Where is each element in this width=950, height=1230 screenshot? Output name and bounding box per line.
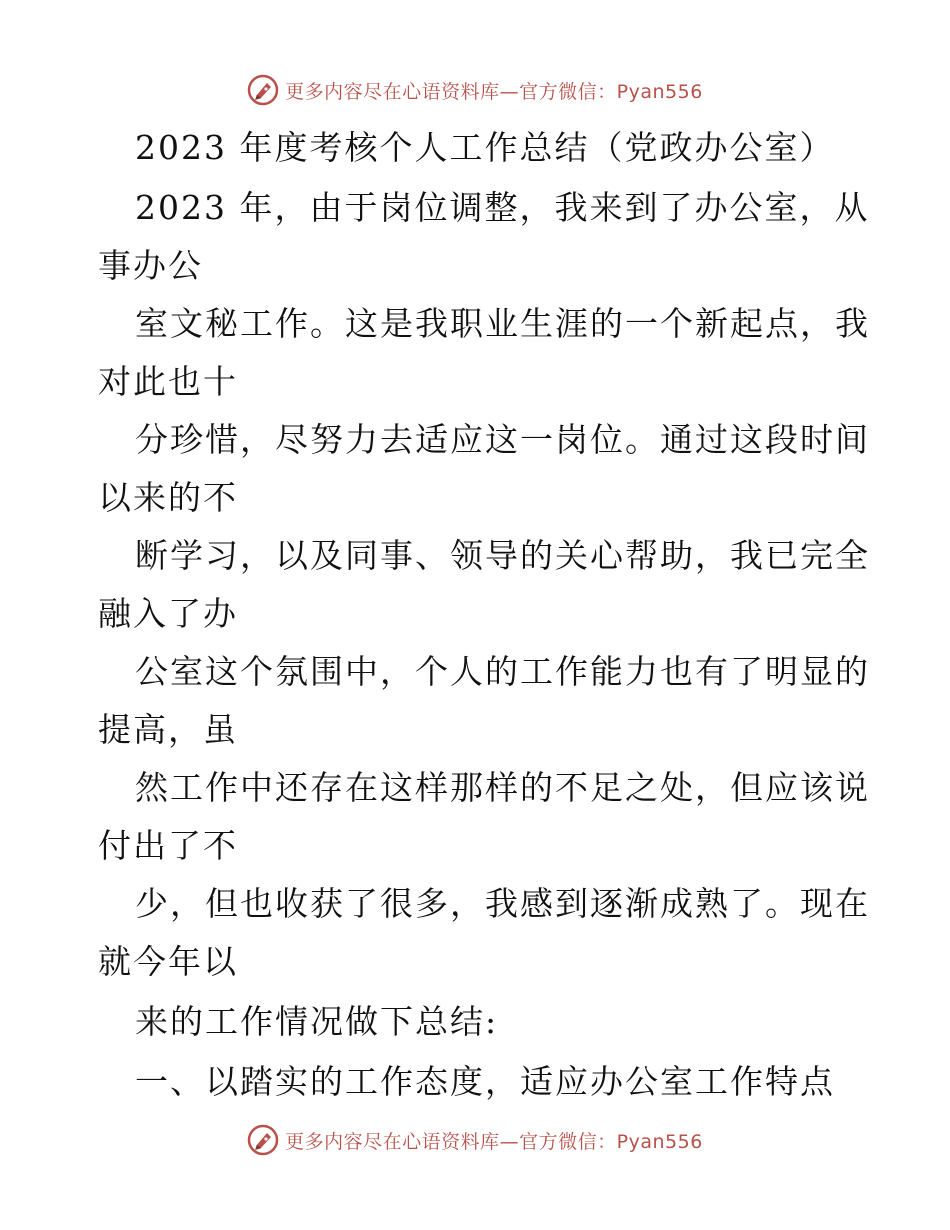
paragraph-line: 事办公 [98, 246, 203, 285]
paragraph-line: 融入了办 [98, 594, 238, 633]
paragraph-line: 对此也十 [98, 362, 238, 401]
paragraph-line: 以来的不 [98, 478, 238, 517]
watermark-text: 更多内容尽在心语资料库—官方微信：Pyan556 [285, 1130, 703, 1153]
paragraph-line: 然工作中还存在这样那样的不足之处，但应该说 [135, 768, 870, 807]
paragraph-line: 提高，虽 [98, 710, 238, 749]
paragraph-line: 公室这个氛围中，个人的工作能力也有了明显的 [135, 652, 870, 691]
paragraph-line: 就今年以 [98, 942, 238, 981]
paragraph-line: 付出了不 [98, 826, 238, 865]
paragraph-line: 2023 年，由于岗位调整，我来到了办公室，从 [135, 188, 870, 227]
document-title: 2023 年度考核个人工作总结（党政办公室） [135, 128, 835, 167]
pen-nib-logo-icon [247, 1124, 279, 1156]
section-heading: 一、以踏实的工作态度，适应办公室工作特点 [135, 1062, 835, 1101]
paragraph-line: 室文秘工作。这是我职业生涯的一个新起点，我 [135, 304, 870, 343]
footer-watermark [0, 1120, 950, 1160]
paragraph-line: 断学习，以及同事、领导的关心帮助，我已完全 [135, 536, 870, 575]
header-watermark [0, 70, 950, 110]
pen-nib-logo-icon [247, 74, 279, 106]
paragraph-line: 分珍惜，尽努力去适应这一岗位。通过这段时间 [135, 420, 870, 459]
watermark-text: 更多内容尽在心语资料库—官方微信：Pyan556 [285, 80, 703, 103]
paragraph-line: 来的工作情况做下总结: [135, 1002, 499, 1041]
paragraph-line: 少，但也收获了很多，我感到逐渐成熟了。现在 [135, 884, 870, 923]
